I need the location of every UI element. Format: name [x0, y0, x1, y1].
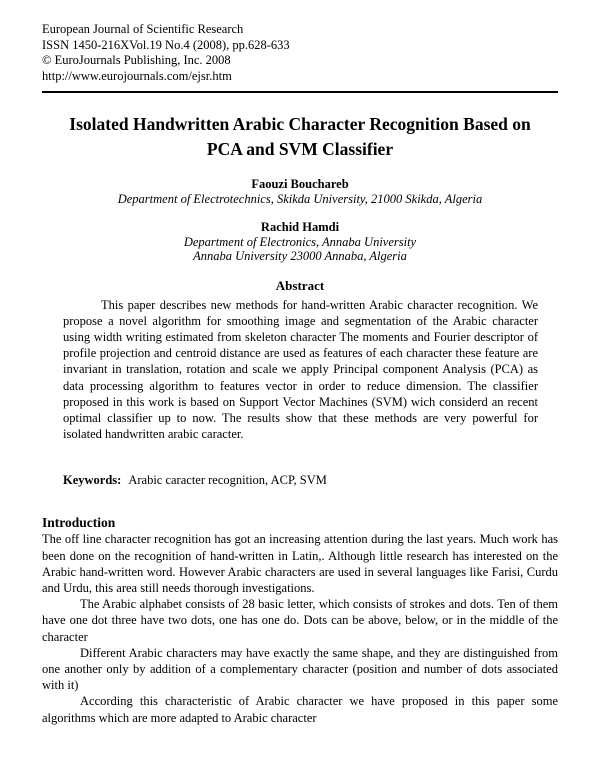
- author-affiliation: Department of Electronics, Annaba University: [183, 234, 417, 249]
- issn-volume-line: ISSN 1450-216XVol.19 No.4 (2008), pp.628-633: [42, 37, 290, 52]
- author-name: Faouzi Bouchareb: [251, 177, 349, 191]
- header-divider: [42, 91, 558, 93]
- abstract-section: [42, 278, 558, 489]
- paper-title: Isolated Handwritten Arabic Character Recognition Based on PCA and SVM Classifier: [69, 114, 531, 159]
- journal-url: http://www.eurojournals.com/ejsr.htm: [42, 68, 232, 83]
- copyright-line: © EuroJournals Publishing, Inc. 2008: [42, 53, 231, 67]
- introduction-heading: Introduction: [42, 515, 116, 531]
- introduction-section: [42, 514, 558, 725]
- journal-name: European Journal of Scientific Research: [42, 22, 244, 36]
- keywords-text: Arabic caracter recognition, ACP, SVM: [128, 473, 327, 488]
- paragraph: The Arabic alphabet consists of 28 basic letter, which consists of strokes and dots. Ten of them have one dot three have two dots, one has one do. Dots can be above, below, or in the middle of the character: [42, 597, 558, 644]
- journal-header: [42, 22, 558, 84]
- paragraph: Different Arabic characters may have exactly the same shape, and they are distinguished from one another only by addition of a complementary character (position and number of dots associated with it): [42, 645, 558, 693]
- author-affiliation: Annaba University 23000 Annaba, Algeria: [193, 249, 407, 263]
- abstract-text: This paper describes new methods for hand-written Arabic character recognition. We propose a novel algorithm for smoothing image and segmentation of the Arabic character using width writing estimated from skeleton character The moments and Fourier descriptor of profile projection and centroid distance are used as features of each character these feature are invariant in translation, rotation and scale we apply Principal component Analysis (PCA) as data processing algorithm to features vector in order to reduce dimension. The classifier proposed in this work is based on Support Vector Machines (SVM) wich considerd an recent optimal classifier up to now. The results show that these methods are very powerful for isolated handwritten arabic caracter.: [63, 297, 538, 442]
- author-name: Rachid Hamdi: [260, 219, 340, 234]
- paragraph: The off line character recognition has got an increasing attention during the last years. Much work has been done on the recognition of hand-written in Latin,. Although little research has interested on the Arabic hand-written word. However Arabic characters are used in several languages like Farisi, Curdu and Urdu, this area still needs thorough investigations.: [42, 532, 558, 595]
- keywords-label: Keywords:: [63, 473, 122, 488]
- author-affiliation: Department of Electrotechnics, Skikda University, 21000 Skikda, Algeria: [117, 192, 483, 206]
- paragraph: According this characteristic of Arabic character we have proposed in this paper some algorithms which are more adapted to Arabic character: [42, 694, 558, 725]
- keywords-line: [63, 473, 538, 488]
- author-block: [42, 177, 558, 207]
- abstract-heading: Abstract: [275, 277, 325, 293]
- author-block: [42, 220, 558, 264]
